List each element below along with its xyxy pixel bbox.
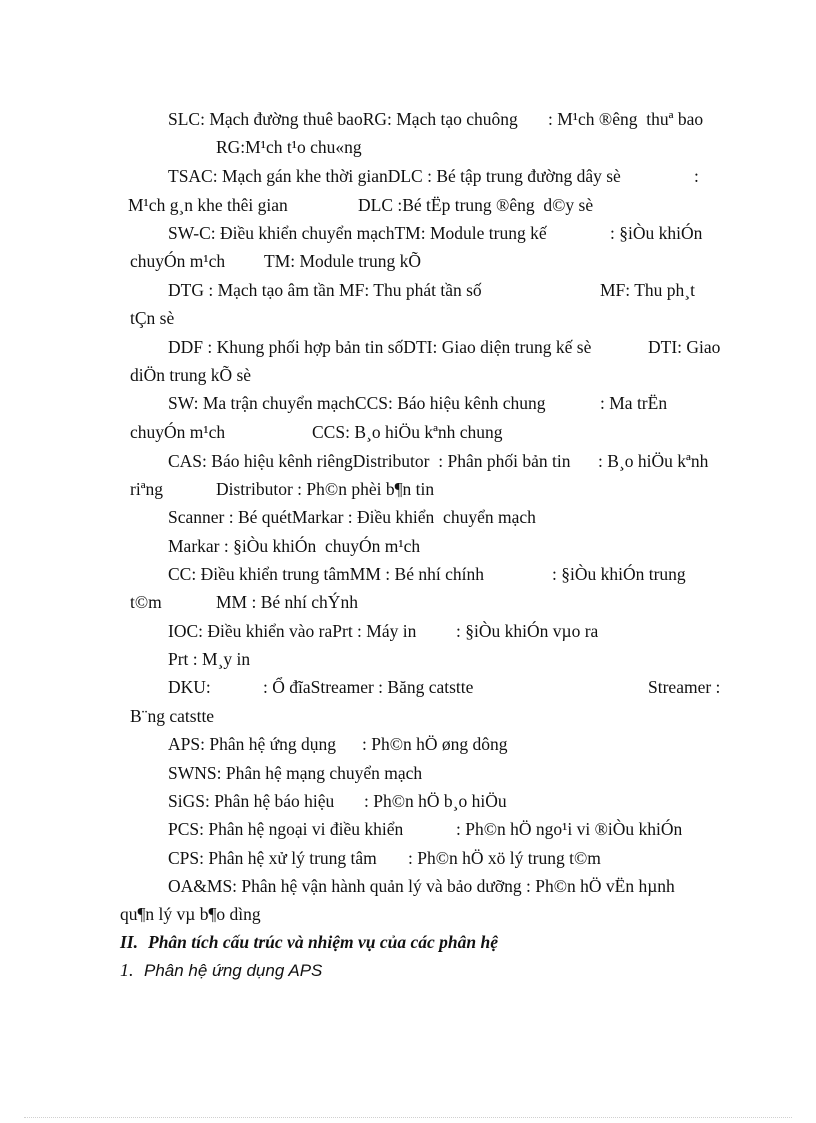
text-line (216, 136, 362, 158)
text-run: Streamer : (648, 677, 721, 697)
text-run: Markar : §iÒu khiÓn chuyÓn m¹ch (168, 536, 421, 556)
text-line (130, 705, 214, 727)
text-line (168, 222, 547, 244)
text-line (168, 279, 482, 301)
text-line (362, 733, 508, 755)
text-line (168, 818, 403, 840)
text-line (168, 563, 484, 585)
text-line (694, 165, 699, 187)
text-run: MM : Bé nhí chÝnh (216, 592, 358, 612)
text-line (128, 194, 288, 216)
text-run: M¹ch g¸n khe thêi gian (128, 195, 288, 215)
text-line (168, 620, 416, 642)
text-line (130, 307, 174, 329)
text-line (600, 392, 667, 414)
text-run: CPS: Phân hệ xử lý trung tâm (168, 848, 377, 868)
text-line (120, 903, 261, 925)
text-run: TSAC: Mạch gán khe thời gianDLC : Bé tập trung đường dây sè (168, 166, 621, 186)
text-line (168, 676, 211, 698)
page-bottom-divider (24, 1117, 792, 1118)
text-line (648, 336, 720, 358)
text-run: : (694, 166, 699, 186)
text-line (264, 250, 421, 272)
section-number: II. (120, 932, 138, 952)
text-run: CC: Điều khiển trung tâmMM : Bé nhí chính (168, 564, 484, 584)
text-run: RG:M¹ch t¹o chu«ng (216, 137, 362, 157)
text-run: MF: Thu ph¸t (600, 280, 695, 300)
text-run: : Ph©n hÖ øng dông (362, 734, 508, 754)
text-line (263, 676, 473, 698)
text-line (168, 165, 621, 187)
text-run: chuyÓn m¹ch (130, 422, 226, 442)
text-line (456, 818, 682, 840)
text-run: DDF : Khung phối hợp bản tin sốDTI: Giao diện trung kế sè (168, 337, 592, 357)
text-run: diÖn trung kÕ sè (130, 365, 252, 385)
text-line (130, 364, 251, 386)
subsection-number: 1. (120, 960, 134, 980)
text-run: : §iÒu khiÓn (610, 223, 703, 243)
text-line (130, 591, 162, 613)
text-run: APS: Phân hệ ứng dụng (168, 734, 336, 754)
text-run: t©m (130, 592, 162, 612)
text-run: PCS: Phân hệ ngoại vi điều khiển (168, 819, 404, 839)
text-run: SiGS: Phân hệ báo hiệu (168, 791, 335, 811)
text-line (548, 108, 703, 130)
text-run: : Ma trËn (600, 393, 668, 413)
text-line (598, 450, 708, 472)
text-run: : Ph©n hÖ ngo¹i vi ®iÒu khiÓn (456, 819, 683, 839)
text-run: SWNS: Phân hệ mạng chuyển mạch (168, 763, 423, 783)
text-line (312, 421, 503, 443)
text-run: Scanner : Bé quétMarkar : Điều khiển chuyển mạch (168, 507, 536, 527)
subsection-heading (120, 960, 322, 981)
text-run: SW: Ma trận chuyển mạchCCS: Báo hiệu kênh chung (168, 393, 546, 413)
text-line (358, 194, 593, 216)
text-line (648, 676, 720, 698)
text-run: qu¶n lý vµ b¶o dìng (120, 904, 261, 924)
text-run: DKU: (168, 677, 211, 697)
text-line (168, 875, 675, 897)
text-line (168, 336, 591, 358)
text-line (216, 478, 434, 500)
text-line (610, 222, 702, 244)
text-run: DLC :Bé tËp trung ®êng d©y sè (358, 195, 594, 215)
text-line (168, 535, 420, 557)
text-run: TM: Module trung kÕ (264, 251, 422, 271)
text-run: : Ph©n hÖ b¸o hiÖu (364, 791, 507, 811)
text-run: SLC: Mạch đường thuê baoRG: Mạch tạo chuông (168, 109, 518, 129)
text-line (130, 478, 163, 500)
text-run: DTG : Mạch tạo âm tần MF: Thu phát tần số (168, 280, 482, 300)
text-run: SW-C: Điều khiển chuyển mạchTM: Module trung kế (168, 223, 547, 243)
text-line (168, 648, 250, 670)
text-line (552, 563, 686, 585)
text-run: DTI: Giao (648, 337, 721, 357)
text-line (130, 250, 225, 272)
text-run: tÇn sè (130, 308, 175, 328)
text-line (168, 392, 545, 414)
text-line (168, 790, 334, 812)
text-run: chuyÓn m¹ch (130, 251, 226, 271)
text-run: : Ph©n hÖ xö lý trung t©m (408, 848, 601, 868)
subsection-title: Phân hệ ứng dụng APS (144, 961, 323, 980)
text-line (168, 762, 422, 784)
text-run: : §iÒu khiÓn trung (552, 564, 686, 584)
text-line (364, 790, 507, 812)
text-line (408, 847, 601, 869)
section-title: Phân tích cấu trúc và nhiệm vụ của các phân hệ (148, 932, 499, 952)
text-run: Distributor : Ph©n phèi b¶n tin (216, 479, 435, 499)
section-heading (120, 932, 498, 953)
text-run: CCS: B¸o hiÖu kªnh chung (312, 422, 503, 442)
text-run: B¨ng catstte (130, 706, 215, 726)
text-line (168, 847, 377, 869)
text-line (130, 421, 225, 443)
text-run: : M¹ch ®êng thuª bao (548, 109, 704, 129)
text-line (456, 620, 598, 642)
text-run: : §iÒu khiÓn vµo ra (456, 621, 599, 641)
text-run: CAS: Báo hiệu kênh riêngDistributor : Phân phối bản tin (168, 451, 571, 471)
text-line (216, 591, 358, 613)
text-line (600, 279, 695, 301)
text-line (168, 733, 336, 755)
text-line (168, 108, 518, 130)
text-line (168, 506, 536, 528)
text-run: OA&MS: Phân hệ vận hành quản lý và bảo dưỡng : Ph©n hÖ vËn hµnh (168, 876, 675, 896)
text-run: Prt : M¸y in (168, 649, 251, 669)
text-run: riªng (130, 479, 164, 499)
text-run: : Ổ đĩaStreamer : Băng catstte (263, 677, 474, 697)
text-run: IOC: Điều khiển vào raPrt : Máy in (168, 621, 417, 641)
text-line (168, 450, 570, 472)
text-run: : B¸o hiÖu kªnh (598, 451, 709, 471)
